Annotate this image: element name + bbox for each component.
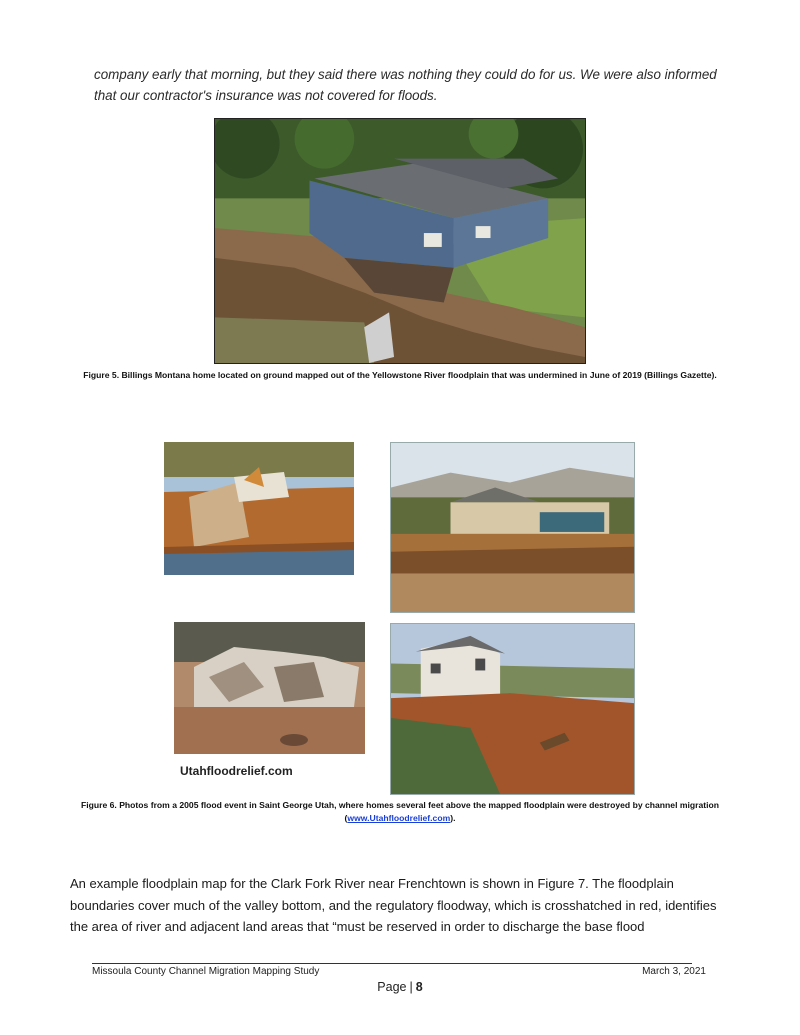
page-label: Page bbox=[377, 980, 407, 994]
body-paragraph: An example floodplain map for the Clark Fork River near Frenchtown is shown in Figure 7. The floodplain boundaries cover much of the valley bottom, and the regulatory floodway, which is crosshatched in red, identifies the area of river and adjacent land areas that “must be reserved in order to discharge the base flood bbox=[70, 876, 717, 934]
footer-date: March 3, 2021 bbox=[642, 966, 706, 977]
page-separator: | bbox=[409, 980, 413, 994]
figure-6-photo-house-on-bank bbox=[390, 442, 635, 613]
figure-5-photo bbox=[214, 118, 586, 364]
photo-credit-label: Utahfloodrelief.com bbox=[180, 764, 293, 778]
figure-6-caption-text: Figure 6. Photos from a 2005 flood event in Saint George Utah, where homes several feet above the mapped floodplain were destroyed by channel migration ( bbox=[81, 800, 719, 823]
figure-5-caption: Figure 5. Billings Montana home located on ground mapped out of the Yellowstone River floodplain that was undermined in June of 2019 (Billings Gazette). bbox=[83, 370, 717, 380]
figure-6-photo-destroyed-home bbox=[174, 622, 365, 754]
page-number-value: 8 bbox=[415, 980, 423, 994]
figure-6-photo-collapsed-bank bbox=[164, 442, 354, 575]
figure-6-caption-end: ). bbox=[450, 812, 456, 823]
figure-6-caption-link[interactable]: www.Utahfloodrelief.com bbox=[347, 812, 451, 823]
page-number bbox=[0, 980, 800, 994]
figure-6-caption bbox=[70, 799, 730, 824]
footer-divider bbox=[92, 963, 692, 964]
figure-6-photo-flooded-river bbox=[390, 623, 635, 795]
quote-paragraph: company early that morning, but they said there was nothing they could do for us. We were also informed that our contractor's insurance was not covered for floods. bbox=[94, 67, 717, 103]
footer-document-title: Missoula County Channel Migration Mapping Study bbox=[92, 966, 320, 977]
